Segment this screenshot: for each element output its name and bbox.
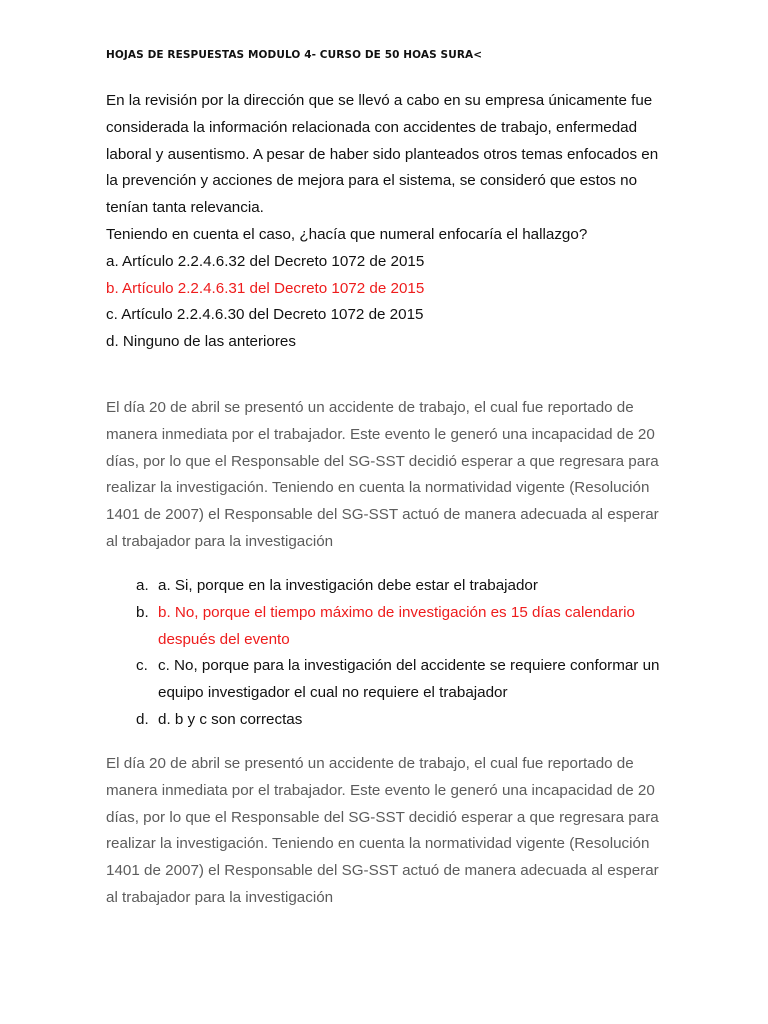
question-2 bbox=[106, 395, 666, 556]
option-marker: c. bbox=[136, 657, 148, 675]
question-1-text: En la revisión por la dirección que se llevó a cabo en su empresa únicamente fue considerada la información relacionada con accidentes de trabajo, enfermedad laboral y ausentismo. A pesar de haber sido planteados otros temas enfocados en la prevención y acciones de mejora para el sistema, se consideró que estos no tenían tanta relevancia. bbox=[106, 92, 659, 217]
question-1 bbox=[106, 88, 666, 356]
document-header: HOJAS DE RESPUESTAS MODULO 4- CURSO DE 50 HOAS SURA< bbox=[106, 49, 483, 61]
question-2-option-a bbox=[106, 573, 666, 600]
question-2-option-d bbox=[106, 707, 666, 734]
question-1-prompt: Teniendo en cuenta el caso, ¿hacía que numeral enfocaría el hallazgo? bbox=[106, 225, 588, 243]
question-3 bbox=[106, 751, 666, 912]
option-text: a. Si, porque en la investigación debe estar el trabajador bbox=[158, 577, 538, 594]
question-2-option-b-highlighted bbox=[106, 600, 666, 654]
question-2-options bbox=[106, 573, 666, 734]
question-1-option-a: a. Artículo 2.2.4.6.32 del Decreto 1072 de 2015 bbox=[106, 252, 425, 270]
question-2-text: El día 20 de abril se presentó un accidente de trabajo, el cual fue reportado de manera inmediata por el trabajador. Este evento le generó una incapacidad de 20 días, por lo que el Responsable del SG-SST decidió esperar a que regresara para realizar la investigación. Teniendo en cuenta la normatividad vigente (Resolución 1401 de 2007) el Responsable del SG-SST actuó de manera adecuada al esperar al trabajador para la investigación bbox=[106, 399, 659, 550]
option-marker: d. bbox=[136, 710, 149, 728]
option-text: b. No, porque el tiempo máximo de investigación es 15 días calendario después del evento bbox=[158, 603, 635, 648]
question-2-option-c bbox=[106, 653, 666, 707]
option-text: d. b y c son correctas bbox=[158, 710, 303, 728]
option-marker: b. bbox=[136, 603, 149, 621]
option-marker: a. bbox=[136, 577, 149, 594]
option-text: c. No, porque para la investigación del accidente se requiere conformar un equipo investigador el cual no requiere el trabajador bbox=[158, 657, 660, 702]
question-1-option-b-highlighted: b. Artículo 2.2.4.6.31 del Decreto 1072 de 2015 bbox=[106, 279, 425, 297]
question-1-option-d: d. Ninguno de las anteriores bbox=[106, 333, 296, 351]
question-3-text: El día 20 de abril se presentó un accidente de trabajo, el cual fue reportado de manera inmediata por el trabajador. Este evento le generó una incapacidad de 20 días, por lo que el Responsable del SG-SST decidió esperar a que regresara para realizar la investigación. Teniendo en cuenta la normatividad vigente (Resolución 1401 de 2007) el Responsable del SG-SST actuó de manera adecuada al esperar al trabajador para la investigación bbox=[106, 755, 659, 906]
question-1-option-c: c. Artículo 2.2.4.6.30 del Decreto 1072 de 2015 bbox=[106, 306, 424, 324]
